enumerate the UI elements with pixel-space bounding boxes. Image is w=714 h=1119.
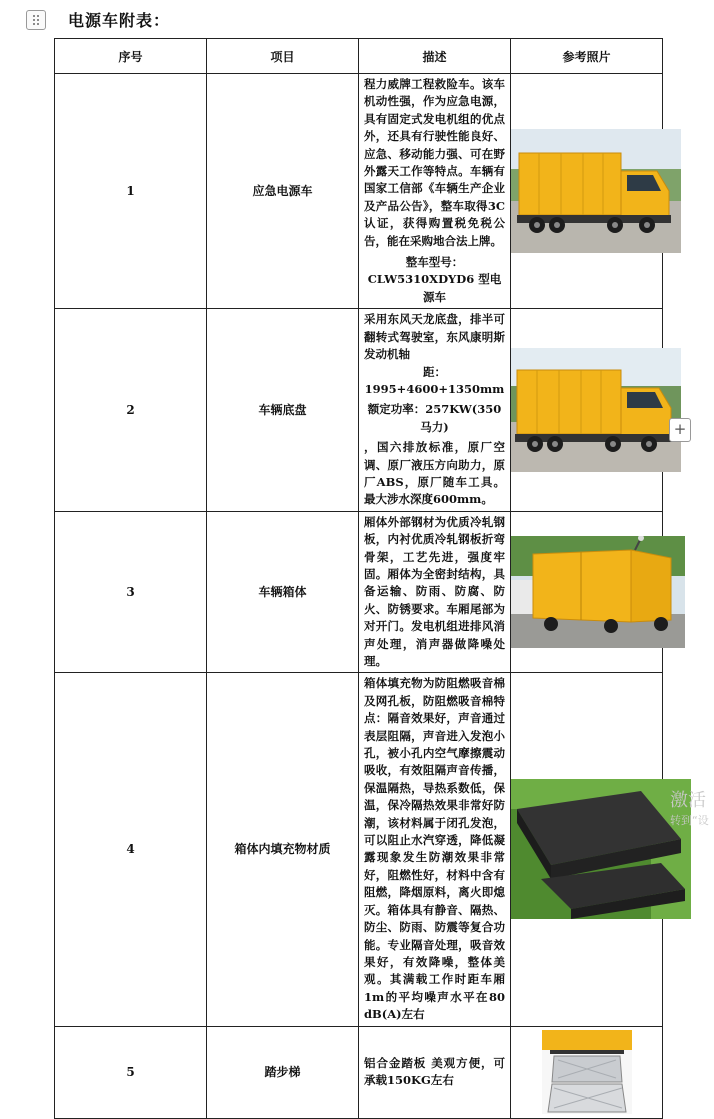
row-item: 踏步梯 <box>207 1026 359 1118</box>
header-no: 序号 <box>55 39 207 74</box>
truck-photo <box>511 129 681 253</box>
power-text: 额定功率：257KW(350马力) <box>367 402 502 434</box>
row-number: 1 <box>55 74 207 309</box>
row-item: 车辆箱体 <box>207 511 359 673</box>
header-item: 项目 <box>207 39 359 74</box>
table-row <box>55 511 663 673</box>
foam-panel-photo <box>511 779 691 919</box>
truck-rear-photo <box>511 536 685 648</box>
row-description <box>359 74 511 309</box>
spec-table <box>54 38 663 1119</box>
watermark-text: 激活 <box>670 790 706 811</box>
wheelbase-text: 距：1995+4600+1350mm <box>364 364 505 396</box>
add-icon[interactable]: + <box>669 418 691 442</box>
row-number: 2 <box>55 309 207 511</box>
row-photo <box>511 511 663 673</box>
row-item: 车辆底盘 <box>207 309 359 511</box>
header-photo: 参考照片 <box>511 39 663 74</box>
row-description <box>359 309 511 511</box>
row-photo <box>511 1026 663 1118</box>
description-text: ，国六排放标准，原厂空调、原厂液压方向助力，原厂ABS，原厂随车工具。最大涉水深度600mm。 <box>364 440 505 507</box>
description-text: 程力威牌工程救险车。该车机动性强，作为应急电源，具有固定式发电机组的优点外，还具有行驶性能良好、应急、移动能力强、可在野外露天工作等特点。车辆有国家工信部《车辆生产企业及产品公告》，整车取得3C认证，获得购置税免税公告，能在采购地合法上牌。 <box>364 77 505 248</box>
row-item: 应急电源车 <box>207 74 359 309</box>
row-description <box>359 1026 511 1118</box>
row-item: 箱体内填充物材质 <box>207 673 359 1026</box>
table-row <box>55 1026 663 1118</box>
row-photo <box>511 673 663 1026</box>
row-number: 4 <box>55 673 207 1026</box>
model-text: 整车型号：CLW5310XDYD6 型电源车 <box>367 255 502 304</box>
description-text: 厢体外部钢材为优质冷轧钢板，内衬优质冷轧钢板折弯骨架，工艺先进，强度牢固。厢体为全密封结构，具备运输、防雨、防腐、防火、防锈要求。车厢尾部为对开门。发电机组进排风消声处理，消声器做降噪处理。 <box>364 514 505 668</box>
table-header-row <box>55 39 663 74</box>
row-description <box>359 673 511 1026</box>
header-desc: 描述 <box>359 39 511 74</box>
watermark-subtext: 转到“设 <box>670 814 709 827</box>
description-text: 铝合金踏板 美观方便，可承载150KG左右 <box>364 1055 505 1088</box>
row-photo <box>511 309 663 511</box>
section-heading: 电源车附表： <box>68 11 171 30</box>
table-row <box>55 673 663 1026</box>
truck-photo <box>511 348 681 472</box>
row-description <box>359 511 511 673</box>
description-text: 箱体填充物为防阻燃吸音棉及网孔板，防阻燃吸音棉特点：隔音效果好，声音通过表层阻隔，声音进入发泡小孔，被小孔内空气摩擦震动吸收，有效阻隔声音传播，保温隔热，导热系数低，保温，保冷隔热效果非常好防潮，该材料属于闭孔发泡，可以阻止水汽穿透，降低凝露现象发生防潮效果非常好，阻燃性好，材料中含有阻燃，降烟原料，离火即熄灭。箱体具有静音、隔热、防尘、防雨、防震等复合功能。专业隔音处理，吸音效果好，有效降噪，整体美观。其满载工作时距车厢1m的平均噪声水平在80 dB(A)左右 <box>364 676 505 1022</box>
row-photo <box>511 74 663 309</box>
table-row <box>55 74 663 309</box>
row-number: 5 <box>55 1026 207 1118</box>
description-text: 采用东风天龙底盘，排半可翻转式驾驶室，东风康明斯发动机轴 <box>364 312 505 362</box>
step-ladder-photo <box>542 1030 632 1114</box>
table-row <box>55 309 663 511</box>
row-number: 3 <box>55 511 207 673</box>
drag-handle-icon[interactable] <box>26 10 46 30</box>
